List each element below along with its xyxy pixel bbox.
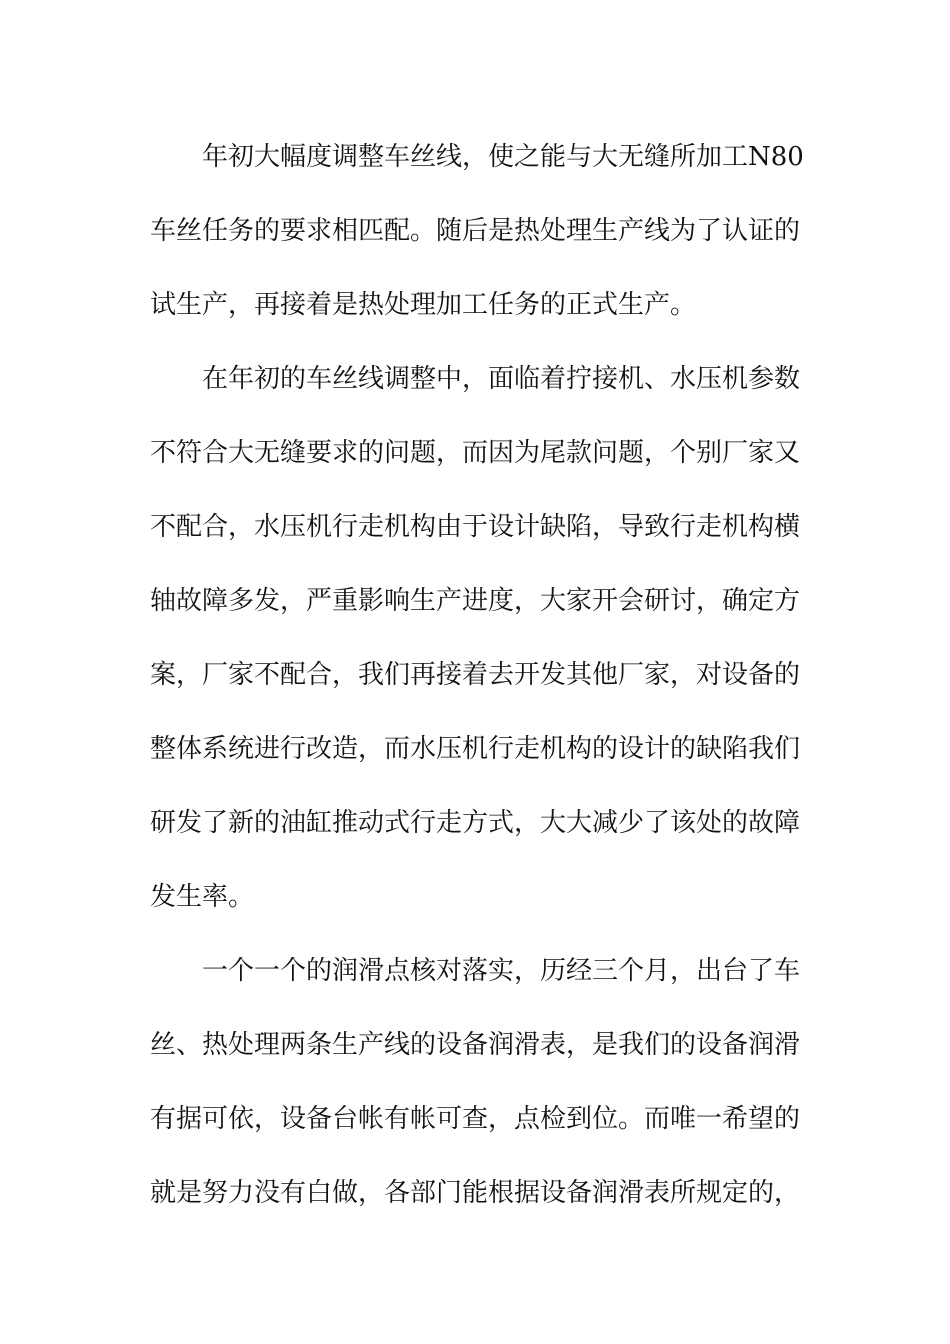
paragraph-3	[150, 934, 801, 1230]
document-page	[150, 120, 804, 1230]
paragraph-2	[150, 342, 801, 934]
text-line: 在年初的车丝线调整中，面临着拧接机、水压机参数	[202, 364, 801, 394]
text-line: 研发了新的油缸推动式行走方式，大大减少了该处的故障	[150, 808, 801, 838]
text-line: 发生率。	[150, 882, 255, 912]
text-line: 车丝任务的要求相匹配。随后是热处理生产线为了认证的	[150, 216, 801, 246]
text-line: 试生产，再接着是热处理加工任务的正式生产。	[150, 290, 697, 320]
text-line: 就是努力没有白做，各部门能根据设备润滑表所规定的，	[150, 1178, 801, 1208]
text-line: 一个一个的润滑点核对落实，历经三个月，出台了车	[202, 956, 801, 986]
paragraph-1	[150, 120, 804, 342]
text-line: 年初大幅度调整车丝线，使之能与大无缝所加工N80	[202, 142, 804, 172]
text-line: 丝、热处理两条生产线的设备润滑表，是我们的设备润滑	[150, 1030, 801, 1060]
text-line: 整体系统进行改造，而水压机行走机构的设计的缺陷我们	[150, 734, 801, 764]
text-line: 案，厂家不配合，我们再接着去开发其他厂家，对设备的	[150, 660, 801, 690]
text-line: 有据可依，设备台帐有帐可查，点检到位。而唯一希望的	[150, 1104, 801, 1134]
text-line: 不符合大无缝要求的问题，而因为尾款问题，个别厂家又	[150, 438, 801, 468]
text-line: 轴故障多发，严重影响生产进度，大家开会研讨，确定方	[150, 586, 801, 616]
text-line: 不配合，水压机行走机构由于设计缺陷，导致行走机构横	[150, 512, 801, 542]
